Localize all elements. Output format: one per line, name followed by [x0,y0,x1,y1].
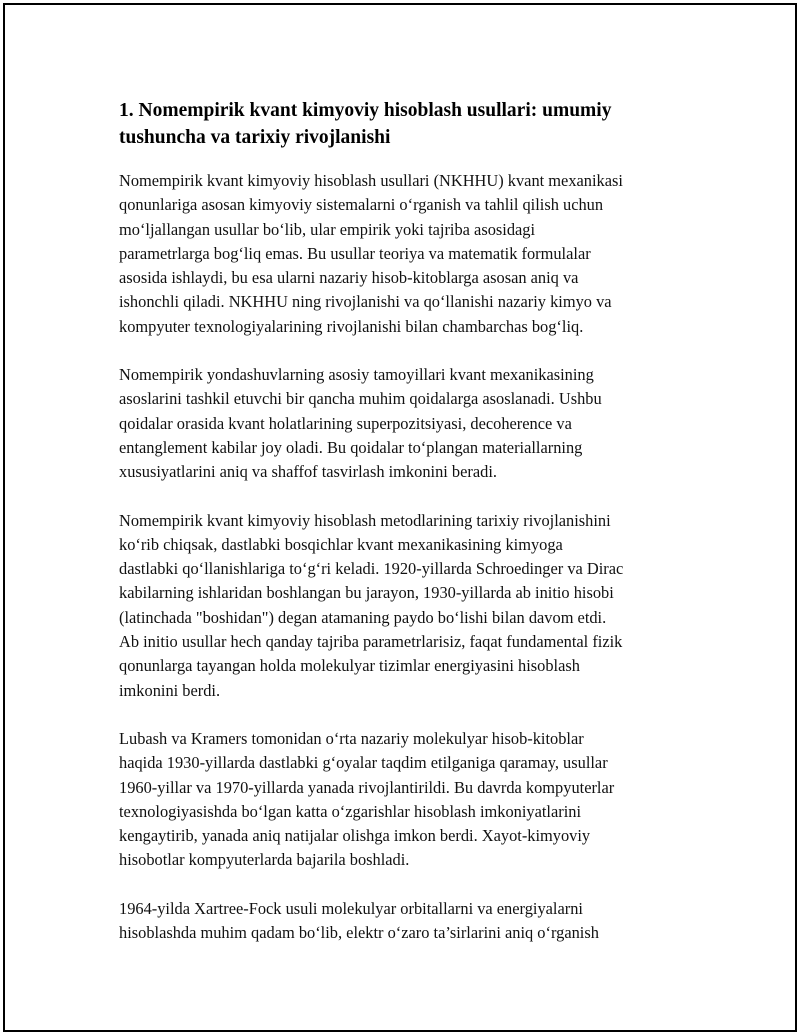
section-heading: 1. Nomempirik kvant kimyoviy hisoblash usullari: umumiy tushuncha va tarixiy rivojlanishi [119,100,612,148]
paragraph: 1964-yilda Xartree-Fock usuli molekulyar orbitallarni va energiyalarni hisoblashda muhim qadam bo‘lib, elektr o‘zaro ta’sirlarini aniq o‘rganish [119,898,599,943]
document-body [119,97,699,969]
paragraph: Nomempirik kvant kimyoviy hisoblash usullari (NKHHU) kvant mexanikasi qonunlariga asosan kimyoviy sistemalarni o‘rganish va tahlil qilish uchun mo‘ljallangan usullar bo‘lib, ular empirik yoki tajriba asosidagi parametrlarga bog‘liq emas. Bu usullar teoriya va matematik formulalar asosida ishlaydi, bu esa ularni nazariy hisob-kitoblarga asosan aniq va ishonchli qiladi. NKHHU ning rivojlanishi va qo‘llanishi nazariy kimyo va kompyuter texnologiyalarining rivojlanishi bilan chambarchas bog‘liq. [119,171,623,336]
page-frame [3,3,797,1032]
paragraph: Nomempirik yondashuvlarning asosiy tamoyillari kvant mexanikasining asoslarini tashkil etuvchi bir qancha muhim qoidalarga asoslanadi. Ushbu qoidalar orasida kvant holatlarining superpozitsiyasi, decoherence va entanglement kabilar joy oladi. Bu qoidalar to‘plangan materiallarning xususiyatlarini aniq va shaffof tasvirlash imkonini beradi. [119,365,602,482]
paragraph: Nomempirik kvant kimyoviy hisoblash metodlarining tarixiy rivojlanishini ko‘rib chiqsak, dastlabki bosqichlar kvant mexanikasining kimyoga dastlabki qo‘llanishlariga to‘g‘ri keladi. 1920-yillarda Schroedinger va Dirac kabilarning ishlaridan boshlangan bu jarayon, 1930-yillarda ab initio hisobi (latinchada "boshidan") degan atamaning paydo bo‘lishi bilan davom etdi. Ab initio usullar hech qanday tajriba parametrlarisiz, faqat fundamental fizik qonunlarga tayangan holda molekulyar tizimlar energiyasini hisoblash imkonini berdi. [119,510,624,700]
paragraph: Lubash va Kramers tomonidan o‘rta nazariy molekulyar hisob-kitoblar haqida 1930-yillarda dastlabki g‘oyalar taqdim etilganiga qaramay, usullar 1960-yillar va 1970-yillarda yanada rivojlantirildi. Bu davrda kompyuterlar texnologiyasishda bo‘lgan katta o‘zgarishlar hisoblash imkoniyatlarini kengaytirib, yanada aniq natijalar olishga imkon berdi. Xayot-kimyoviy hisobotlar kompyuterlarda bajarila boshladi. [119,728,615,870]
